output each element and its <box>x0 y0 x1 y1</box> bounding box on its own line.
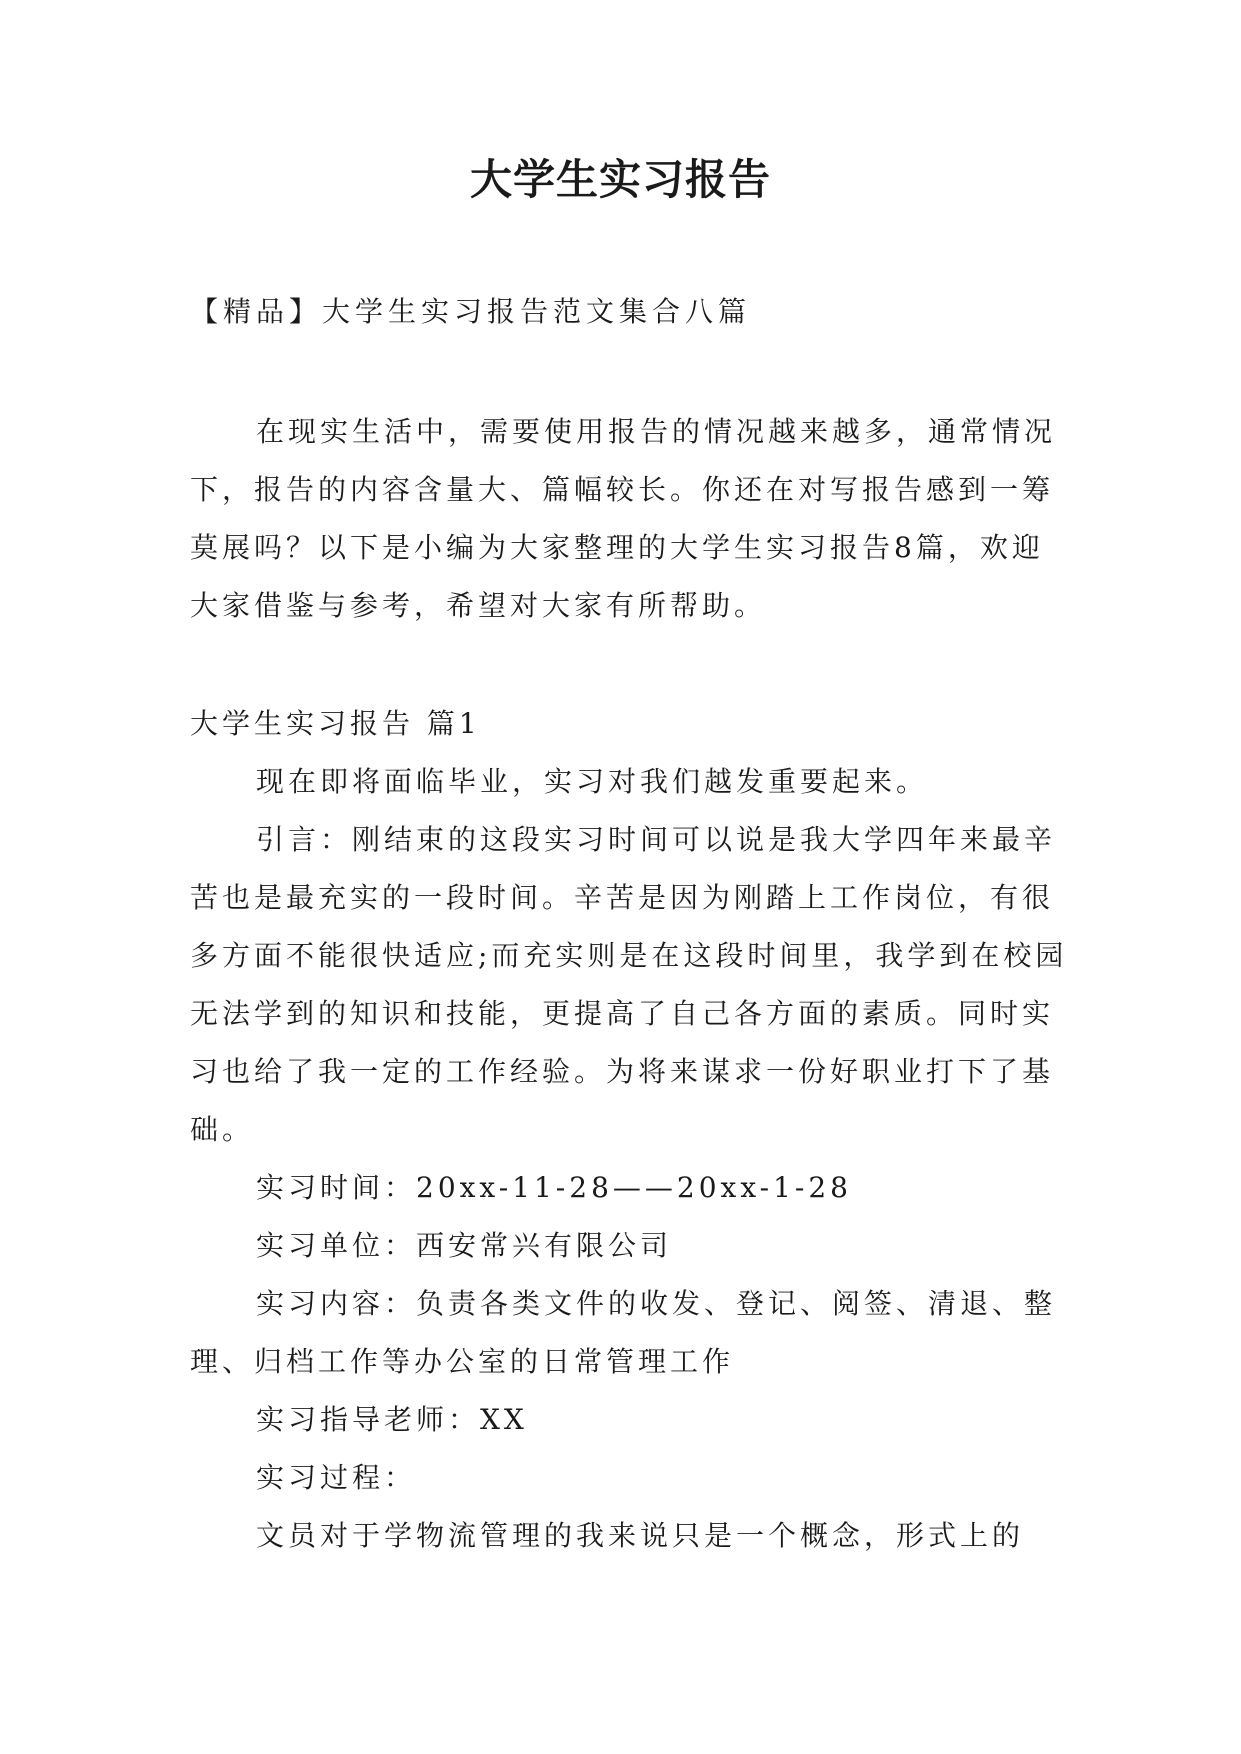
document-title: 大学生实习报告 <box>469 155 771 204</box>
paragraph: 文员对于学物流管理的我来说只是一个概念，形式上的 <box>256 1519 1025 1552</box>
paragraph: 实习过程： <box>256 1461 417 1494</box>
intro-paragraph: 在现实生活中，需要使用报告的情况越来越多，通常情况下，报告的内容含量大、篇幅较长。你还在对写报告感到一筹莫展吗？以下是小编为大家整理的大学生实习报告8篇，欢迎大家借鉴与参考，希望对大家有所帮助。 <box>190 415 1057 622</box>
paragraph: 实习内容：负责各类文件的收发、登记、阅签、清退、整理、归档工作等办公室的日常管理工作 <box>190 1287 1057 1378</box>
document-subtitle: 【精品】大学生实习报告范文集合八篇 <box>190 295 752 328</box>
paragraph: 现在即将面临毕业，实习对我们越发重要起来。 <box>256 765 929 798</box>
paragraph: 实习指导老师：XX <box>256 1403 528 1436</box>
paragraph: 实习单位：西安常兴有限公司 <box>256 1229 673 1262</box>
intro-block <box>190 403 1070 635</box>
paragraph: 引言：刚结束的这段实习时间可以说是我大学四年来最辛苦也是最充实的一段时间。辛苦是因为刚踏上工作岗位，有很多方面不能很快适应;而充实则是在这段时间里，我学到在校园无法学到的知识和技能，更提高了自己各方面的素质。同时实习也给了我一定的工作经验。为将来谋求一份好职业打下了基础。 <box>190 823 1068 1146</box>
paragraph: 实习时间：20xx-11-28——20xx-1-28 <box>256 1171 852 1204</box>
section-1 <box>190 695 1070 1565</box>
section-heading: 大学生实习报告 篇1 <box>190 707 481 740</box>
